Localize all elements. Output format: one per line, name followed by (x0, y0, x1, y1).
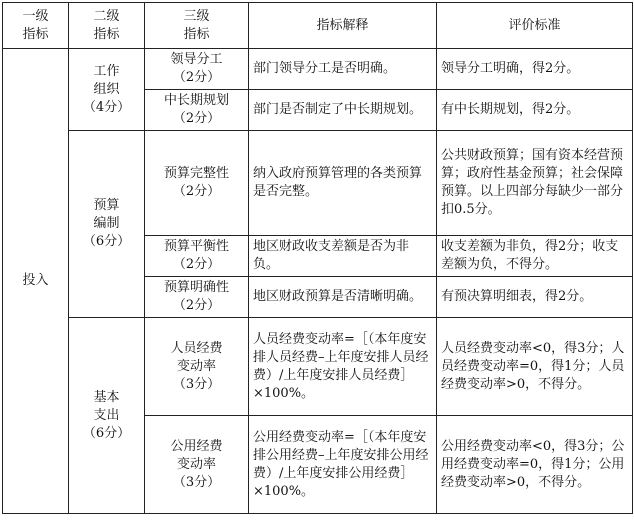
level3-cell: 领导分工 （2分） (145, 49, 249, 90)
level1-cell: 投入 (3, 49, 69, 514)
header-level1: 一级 指标 (3, 3, 69, 49)
explanation-cell: 纳入政府预算管理的各类预算是否完整。 (249, 131, 437, 236)
standard-cell: 收支差额为非负，得2分；收支差额为负，不得分。 (437, 236, 633, 277)
standard-cell: 有预决算明细表，得2分。 (437, 277, 633, 318)
standard-cell: 人员经费变动率<0，得3分；人员经费变动率=0，得1分；人员经费变动率>0，不得分。 (437, 318, 633, 416)
explanation-cell: 公用经费变动率=［（本年度安排公用经费–上年度安排公用经费）/上年度安排公用经费］×100%。 (249, 416, 437, 514)
level3-cell: 预算平衡性 （2分） (145, 236, 249, 277)
level2-cell: 基本 支出 （6分） (69, 318, 145, 514)
level3-cell: 预算完整性 （2分） (145, 131, 249, 236)
header-row (3, 3, 633, 49)
header-level3: 三级 指标 (145, 3, 249, 49)
table-row (3, 131, 633, 236)
header-standard: 评价标准 (437, 3, 633, 49)
standard-cell: 公共财政预算；国有资本经营预算；政府性基金预算；社会保障预算。以上四部分每缺少一部分扣0.5分。 (437, 131, 633, 236)
level3-cell: 预算明确性 （2分） (145, 277, 249, 318)
level3-cell: 公用经费 变动率 （3分） (145, 416, 249, 514)
level3-cell: 人员经费 变动率 （3分） (145, 318, 249, 416)
header-explanation: 指标解释 (249, 3, 437, 49)
explanation-cell: 部门是否制定了中长期规划。 (249, 90, 437, 131)
explanation-cell: 部门领导分工是否明确。 (249, 49, 437, 90)
explanation-cell: 地区财政预算是否清晰明确。 (249, 277, 437, 318)
table-row (3, 318, 633, 416)
table-row (3, 49, 633, 90)
indicator-table (2, 2, 633, 514)
standard-cell: 有中长期规划，得2分。 (437, 90, 633, 131)
level2-cell: 工作 组织 （4分） (69, 49, 145, 131)
standard-cell: 领导分工明确，得2分。 (437, 49, 633, 90)
level2-cell: 预算 编制 （6分） (69, 131, 145, 318)
level3-cell: 中长期规划 （2分） (145, 90, 249, 131)
explanation-cell: 人员经费变动率=［（本年度安排人员经费–上年度安排人员经费）/上年度安排人员经费］×100%。 (249, 318, 437, 416)
header-level2: 二级 指标 (69, 3, 145, 49)
standard-cell: 公用经费变动率<0，得3分；公用经费变动率=0，得1分；公用经费变动率>0，不得分。 (437, 416, 633, 514)
explanation-cell: 地区财政收支差额是否为非负。 (249, 236, 437, 277)
